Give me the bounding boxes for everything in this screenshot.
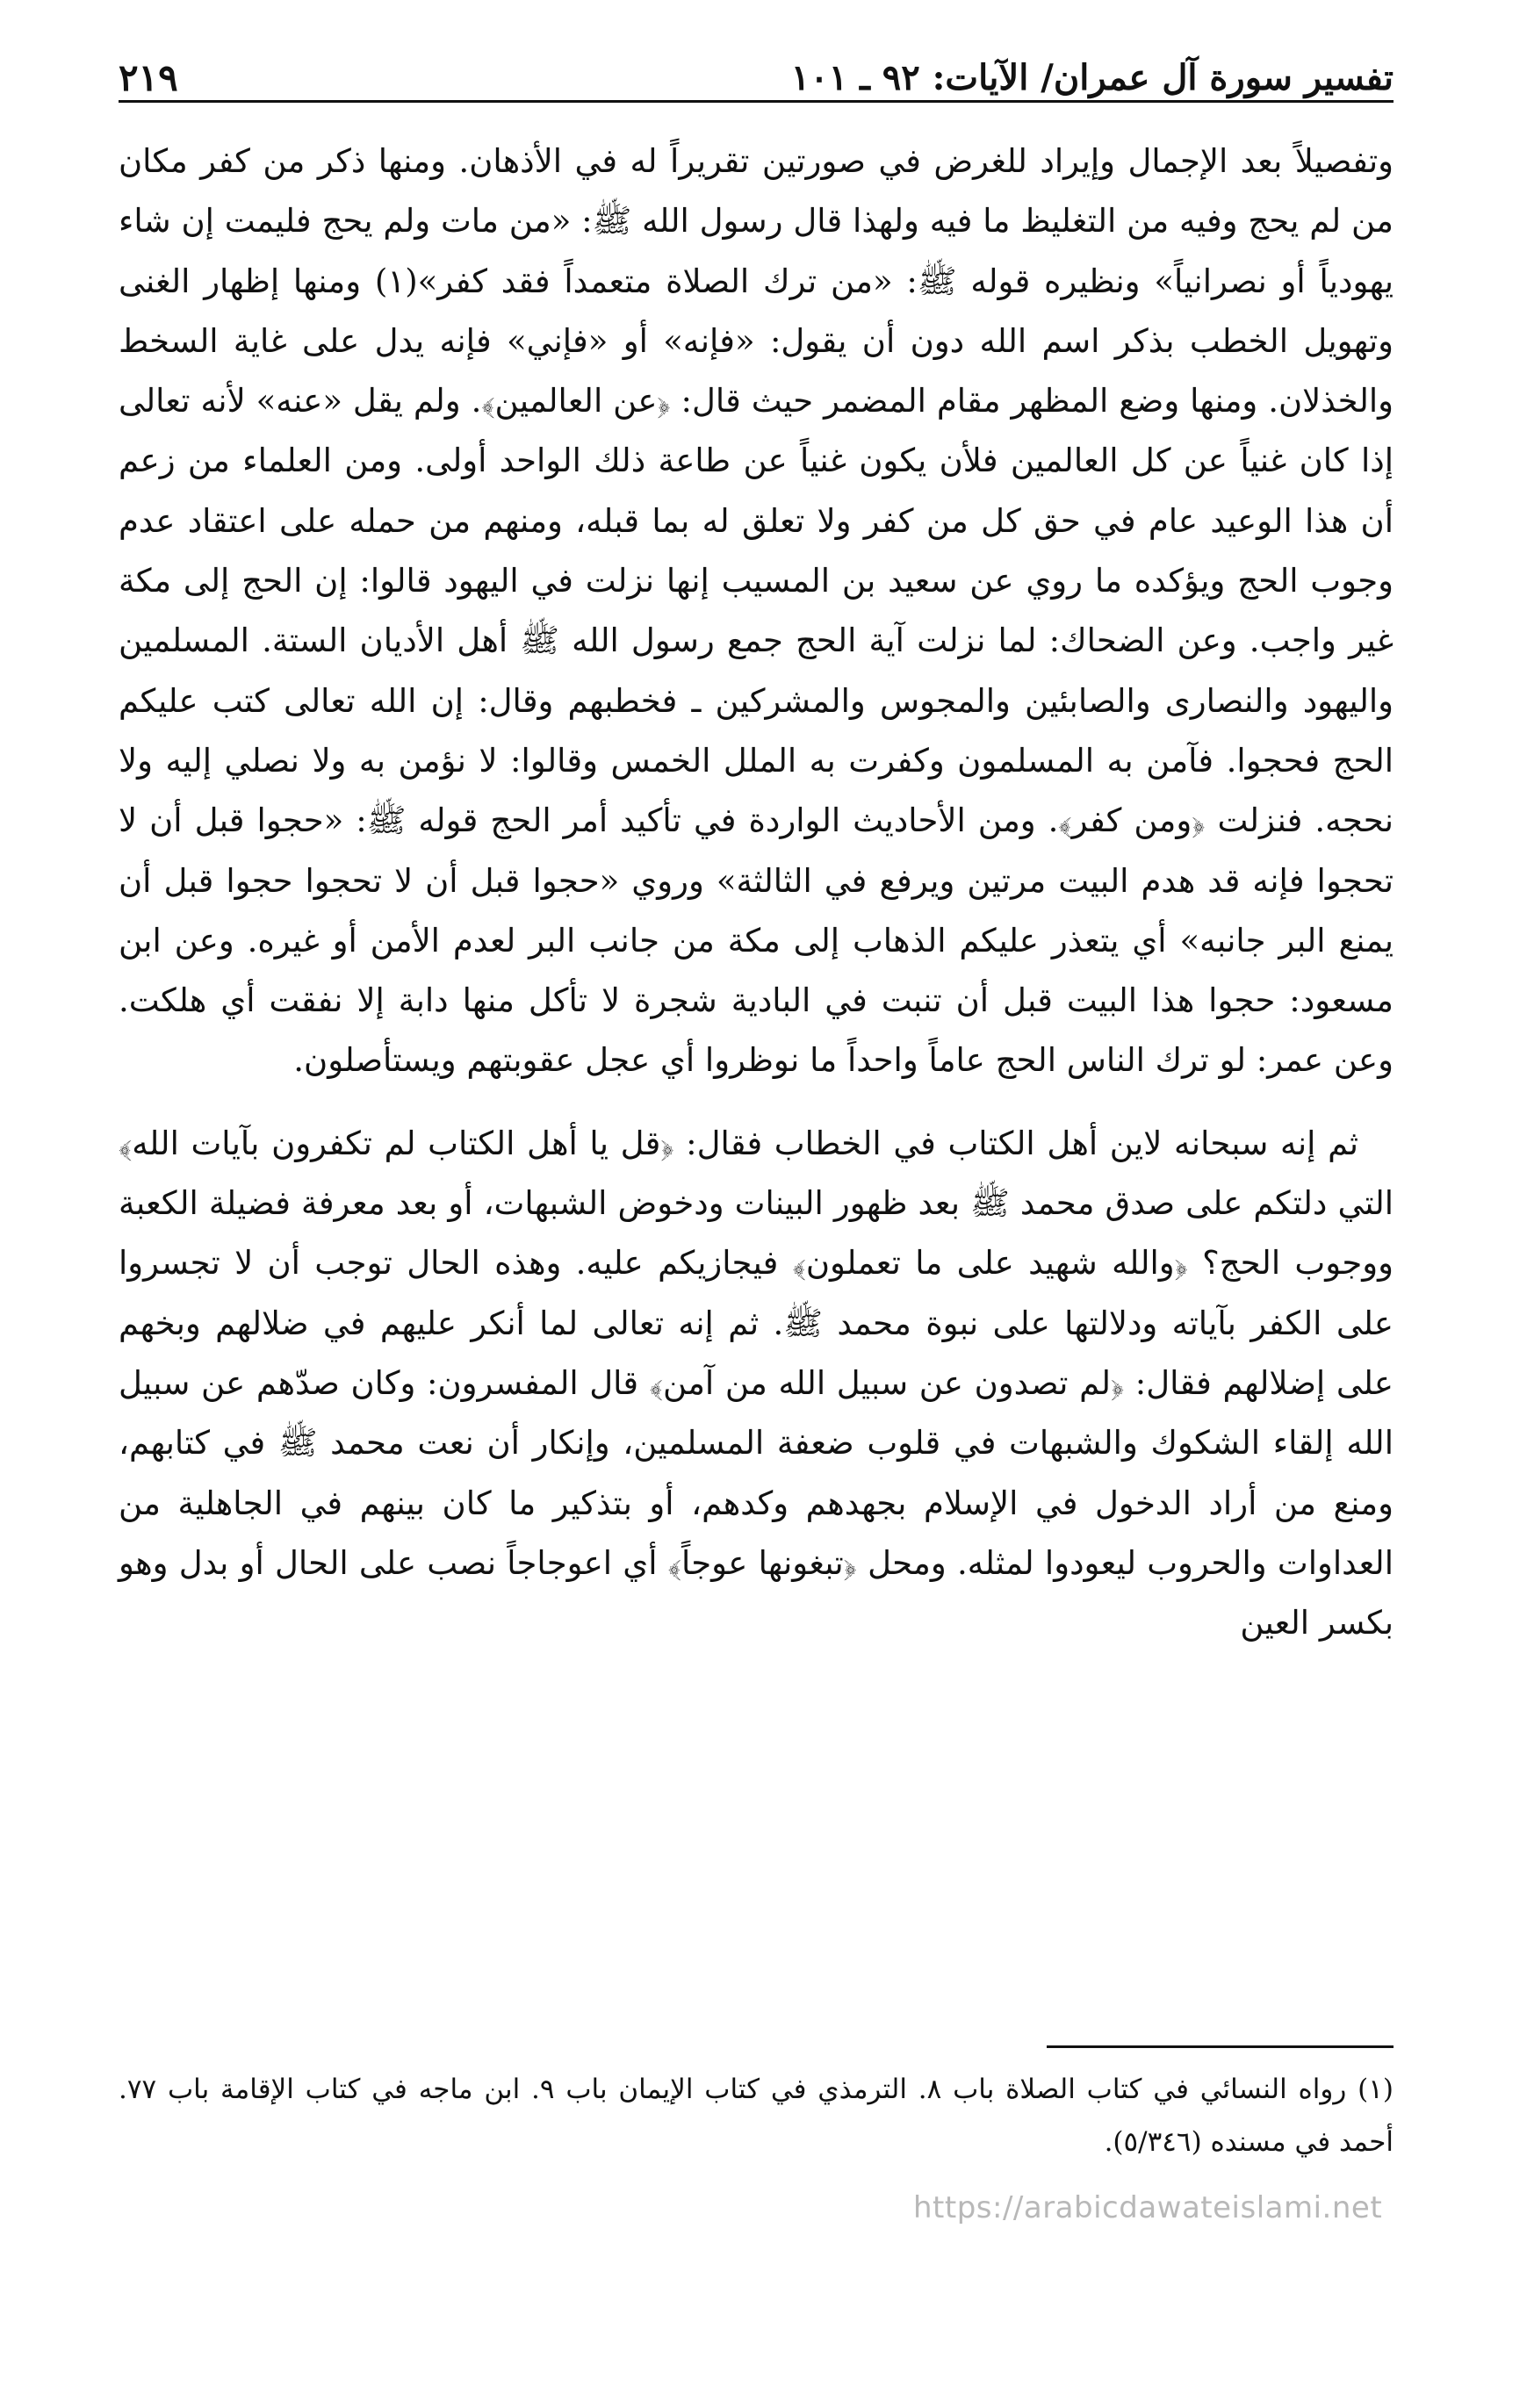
page-number: ٢١٩ (119, 56, 178, 99)
running-title: تفسير سورة آل عمران/ الآيات: ٩٢ ـ ١٠١ (790, 57, 1394, 98)
footnote-divider (1047, 2045, 1394, 2048)
page-header (119, 51, 1394, 103)
main-text (119, 132, 1394, 1653)
footnote: (١) رواه النسائي في كتاب الصلاة باب ٨. الترمذي في كتاب الإيمان باب ٩. ابن ماجه في كتاب الإقامة باب ٧٧. أحمد في مسنده (٥/٣٤٦). (119, 2074, 1394, 2158)
watermark-url: https://arabicdawateislami.net (913, 2190, 1383, 2225)
footnotes (119, 2063, 1394, 2168)
paragraph: ثم إنه سبحانه لاين أهل الكتاب في الخطاب فقال: ﴿قل يا أهل الكتاب لم تكفرون بآيات الله﴾ التي دلتكم على صدق محمد ﷺ بعد ظهور البينات ودخوض الشبهات، أو بعد معرفة فضيلة الكعبة ووجوب الحج؟ ﴿والله شهيد على ما تعملون﴾ فيجازيكم عليه. وهذه الحال توجب أن لا تجسروا على الكفر بآياته ودلالتها على نبوة محمد ﷺ. ثم إنه تعالى لما أنكر عليهم في ضلالهم وبخهم على إضلالهم فقال: ﴿لم تصدون عن سبيل الله من آمن﴾ قال المفسرون: وكان صدّهم عن سبيل الله إلقاء الشكوك والشبهات في قلوب ضعفة المسلمين، وإنكار أن نعت محمد ﷺ في كتابهم، ومنع من أراد الدخول في الإسلام بجهدهم وكدهم، أو بتذكير ما كان بينهم في الجاهلية من العداوات والحروب ليعودوا لمثله. ومحل ﴿تبغونها عوجاً﴾ أي اعوجاجاً نصب على الحال أو بدل وهو بكسر العين (119, 1124, 1394, 1642)
paragraph: وتفصيلاً بعد الإجمال وإيراد للغرض في صورتين تقريراً له في الأذهان. ومنها ذكر من كفر مكان من لم يحج وفيه من التغليظ ما فيه ولهذا قال رسول الله ﷺ: «من مات ولم يحج فليمت إن شاء يهودياً أو نصرانياً» ونظيره قوله ﷺ: «من ترك الصلاة متعمداً فقد كفر»(١) ومنها إظهار الغنى وتهويل الخطب بذكر اسم الله دون أن يقول: «فإنه» أو «فإني» فإنه يدل على غاية السخط والخذلان. ومنها وضع المظهر مقام المضمر حيث قال: ﴿عن العالمين﴾. ولم يقل «عنه» لأنه تعالى إذا كان غنياً عن كل العالمين فلأن يكون غنياً عن طاعة ذلك الواحد أولى. ومن العلماء من زعم أن هذا الوعيد عام في حق كل من كفر ولا تعلق له بما قبله، ومنهم من حمله على اعتقاد عدم وجوب الحج ويؤكده ما روي عن سعيد بن المسيب إنها نزلت في اليهود قالوا: إن الحج إلى مكة غير واجب. وعن الضحاك: لما نزلت آية الحج جمع رسول الله ﷺ أهل الأديان الستة. المسلمين واليهود والنصارى والصابئين والمجوس والمشركين ـ فخطبهم وقال: إن الله تعالى كتب عليكم الحج فحجوا. فآمن به المسلمون وكفرت به الملل الخمس وقالوا: لا نؤمن به ولا نصلي إليه ولا نحجه. فنزلت ﴿ومن كفر﴾. ومن الأحاديث الواردة في تأكيد أمر الحج قوله ﷺ: «حجوا قبل أن لا تحجوا فإنه قد هدم البيت مرتين ويرفع في الثالثة» وروي «حجوا قبل أن لا تحجوا حجوا قبل أن يمنع البر جانبه» أي يتعذر عليكم الذهاب إلى مكة من جانب البر لعدم الأمن أو غيره. وعن ابن مسعود: حجوا هذا البيت قبل أن تنبت في البادية شجرة لا تأكل منها دابة إلا نفقت أي هلكت. وعن عمر: لو ترك الناس الحج عاماً واحداً ما نوظروا أي عجل عقوبتهم ويستأصلون. (119, 142, 1394, 1080)
